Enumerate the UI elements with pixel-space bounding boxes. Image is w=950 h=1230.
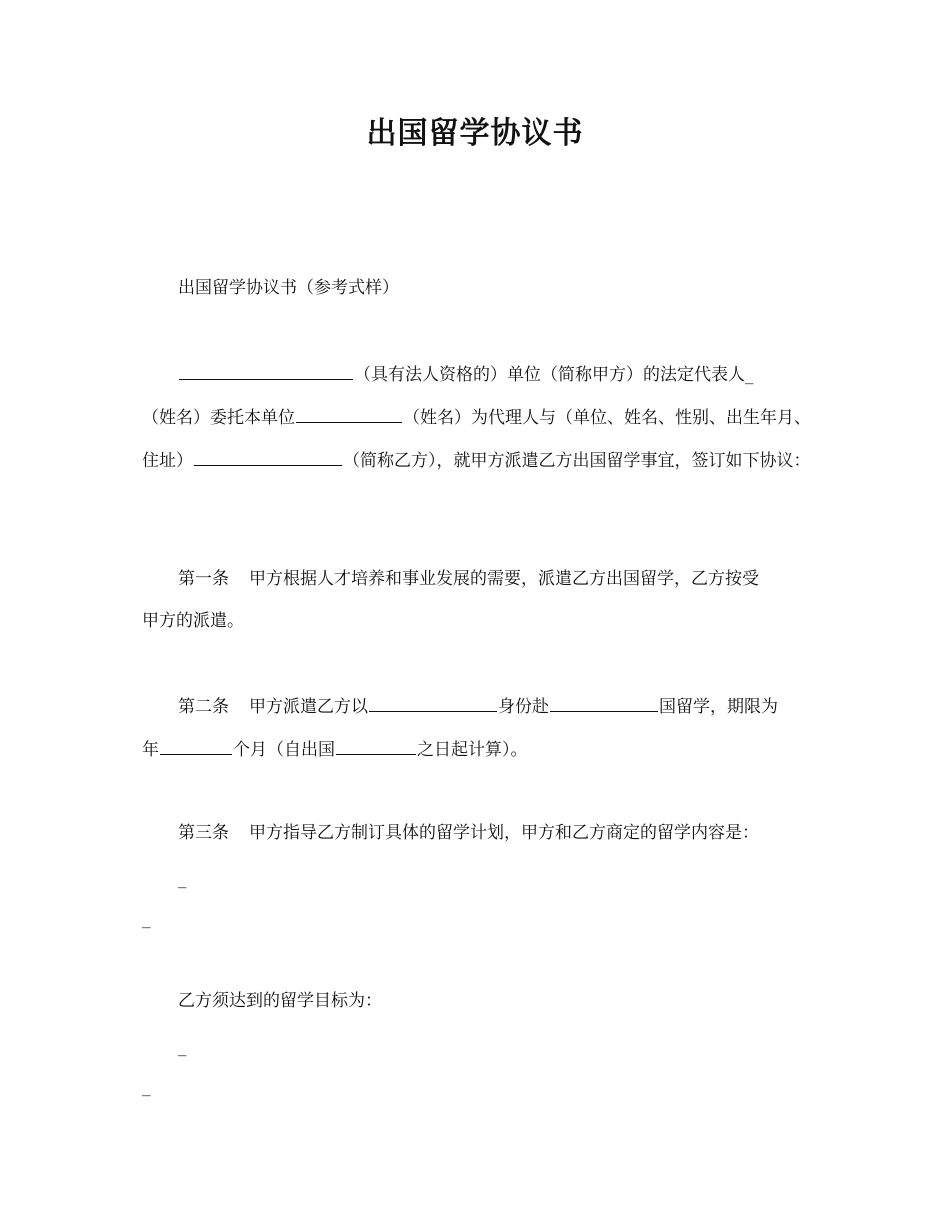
article-3-line-1 [178, 820, 759, 846]
study-content-blank-1[interactable]: _ [178, 869, 187, 889]
intro-text-1a: （具有法人资格的）单位（简称甲方）的法定代表人_ [354, 365, 754, 385]
article-2-line-1 [178, 692, 778, 720]
blank-identity[interactable] [369, 692, 497, 712]
article-1-line-2: 甲方的派遣。 [142, 611, 244, 631]
intro-text-2b: （姓名）为代理人与（单位、姓名、性别、出生年月、 [403, 408, 811, 428]
intro-text-3a: 住址） [142, 451, 193, 471]
article-2-text-2c: 之日起计算）。 [417, 740, 528, 760]
article-3-label: 第三条 [178, 823, 229, 843]
blank-address[interactable] [194, 446, 342, 466]
blank-agent-name[interactable] [296, 403, 402, 423]
article-2-text-1c: 国留学，期限为 [659, 697, 778, 717]
article-2-text-1b: 身份赴 [498, 697, 549, 717]
study-goal-heading: 乙方须达到的留学目标为： [178, 991, 382, 1011]
blank-unit-name[interactable] [179, 360, 353, 380]
intro-line-3 [142, 446, 811, 474]
intro-line-1 [178, 360, 754, 388]
intro-text-3b: （简称乙方），就甲方派遣乙方出国留学事宜，签订如下协议： [343, 451, 811, 471]
article-2-text-2b: 个月（自出国 [233, 740, 335, 760]
blank-country[interactable] [550, 692, 658, 712]
article-1-text-1: 甲方根据人才培养和事业发展的需要，派遣乙方出国留学，乙方按受 [249, 569, 759, 589]
article-1-label: 第一条 [178, 569, 229, 589]
blank-departure-date[interactable] [336, 735, 416, 755]
article-3-text-1: 甲方指导乙方制订具体的留学计划，甲方和乙方商定的留学内容是： [249, 823, 759, 843]
document-title: 出国留学协议书 [366, 116, 584, 151]
article-1-line-1 [178, 566, 759, 592]
article-2-text-1a: 甲方派遣乙方以 [249, 697, 368, 717]
article-2-text-2a: 年 [142, 740, 159, 760]
study-goal-blank-1[interactable]: _ [178, 1037, 187, 1057]
study-goal-blank-2[interactable]: _ [142, 1077, 151, 1097]
document-subtitle: 出国留学协议书（参考式样） [178, 278, 399, 298]
intro-text-2a: （姓名）委托本单位 [142, 408, 295, 428]
blank-months[interactable] [160, 735, 232, 755]
study-content-blank-2[interactable]: _ [142, 909, 151, 929]
article-2-label: 第二条 [178, 697, 229, 717]
article-2-line-2 [142, 735, 528, 763]
intro-line-2 [142, 403, 811, 431]
